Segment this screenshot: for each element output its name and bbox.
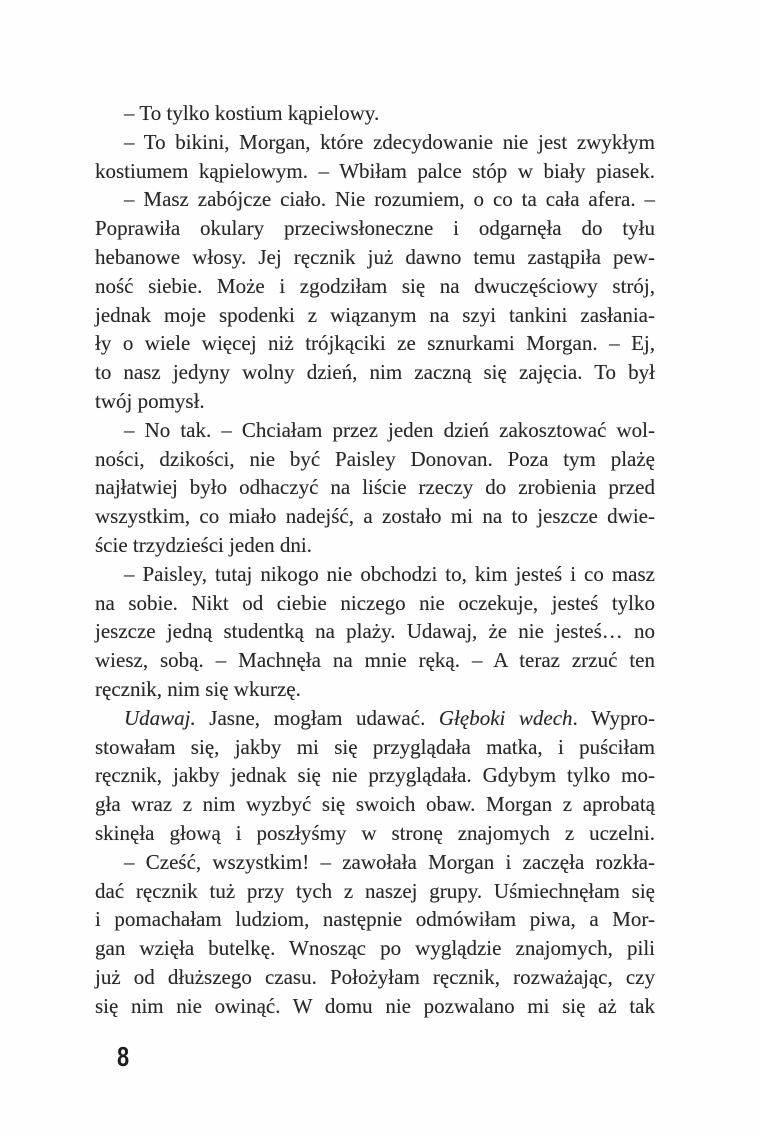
text-run: – To tylko kostium kąpielowy.	[124, 101, 380, 125]
text-run: kostiumem kąpielowym. – Wbiłam palce stóp w biały piasek.	[95, 158, 655, 183]
text-line	[95, 301, 655, 330]
text-run: ności, dzikości, nie być Paisley Donovan. Poza tym plażę	[95, 446, 655, 471]
text-run: – Paisley, tutaj nikogo nie obchodzi to, kim jesteś i co masz	[124, 561, 655, 586]
text-run: jednak moje spodenki z wiązanym na szyi tankini zasłania-	[95, 302, 655, 327]
paragraph	[95, 704, 655, 848]
text-line	[95, 963, 655, 992]
text-line	[95, 473, 655, 502]
text-line	[95, 675, 655, 704]
text-run: to nasz jedyny wolny dzień, nim zaczną się zajęcia. To był	[95, 360, 655, 385]
text-line	[95, 99, 655, 128]
text-line	[95, 877, 655, 906]
italic-text-run: Głęboki wdech	[438, 705, 573, 730]
text-line	[95, 272, 655, 301]
text-run: . Wypro-	[572, 705, 656, 730]
text-run: na sobie. Nikt od ciebie niczego nie oczekuje, jesteś tylko	[95, 590, 655, 615]
text-run: i pomachałam ludziom, następnie odmówiłam piwa, a Mor-	[95, 907, 655, 932]
text-run: twój pomysł.	[95, 388, 205, 413]
text-line	[95, 733, 655, 762]
text-line	[95, 761, 655, 790]
paragraph	[95, 185, 655, 415]
text-run: najłatwiej było odhaczyć na liście rzeczy do zrobienia przed	[95, 475, 655, 500]
paragraph	[95, 848, 655, 1021]
text-run: dać ręcznik tuż przy tych z naszej grupy. Uśmiechnęłam się	[95, 878, 655, 903]
text-line	[95, 502, 655, 531]
text-line	[95, 790, 655, 819]
italic-text-run: Udawaj.	[124, 705, 196, 730]
text-run: wiesz, sobą. – Machnęła na mnie ręką. – A teraz zrzuć ten	[95, 648, 655, 673]
text-run: ręcznik, nim się wkurzę.	[95, 676, 301, 701]
text-line	[95, 416, 655, 445]
text-line	[95, 214, 655, 243]
text-line	[95, 617, 655, 646]
text-line	[95, 157, 655, 186]
paragraph	[95, 416, 655, 560]
text-line	[95, 992, 655, 1021]
paragraph	[95, 560, 655, 704]
text-run: stowałam się, jakby mi się przyglądała matka, i puściłam	[95, 734, 655, 759]
text-run: wszystkim, co miało nadejść, a zostało mi na to jeszcze dwie-	[95, 504, 655, 529]
text-line	[95, 387, 655, 416]
text-line	[95, 934, 655, 963]
text-line	[95, 560, 655, 589]
text-run: ście trzydzieści jeden dni.	[95, 532, 312, 557]
text-block	[95, 99, 655, 1021]
text-run: hebanowe włosy. Jej ręcznik już dawno temu zastąpiła pew-	[95, 244, 655, 269]
text-line	[95, 589, 655, 618]
page-number: 8	[117, 1041, 130, 1072]
text-line	[95, 905, 655, 934]
text-line	[95, 358, 655, 387]
text-run: Poprawiła okulary przeciwsłoneczne i odgarnęła do tyłu	[95, 216, 655, 241]
text-run: jeszcze jedną studentką na plaży. Udawaj, że nie jesteś… no	[95, 619, 655, 644]
text-line	[95, 646, 655, 675]
text-run: – To bikini, Morgan, które zdecydowanie nie jest zwykłym	[124, 129, 655, 154]
text-run: – Cześć, wszystkim! – zawołała Morgan i zaczęła rozkła-	[124, 849, 655, 874]
text-run: ły o wiele więcej niż trójkąciki ze sznurkami Morgan. – Ej,	[95, 331, 655, 356]
text-run: się nim nie owinąć. W domu nie pozwalano mi się aż tak	[95, 993, 655, 1018]
text-run: gan wzięła butelkę. Wnosząc po wyglądzie znajomych, pili	[95, 936, 655, 961]
text-run: skinęła głową i poszłyśmy w stronę znajomych z uczelni.	[95, 820, 655, 845]
text-line	[95, 819, 655, 848]
text-run: gła wraz z nim wyzbyć się swoich obaw. Morgan z aprobatą	[95, 792, 655, 817]
text-line	[95, 445, 655, 474]
text-run: ręcznik, jakby jednak się nie przyglądała. Gdybym tylko mo-	[95, 763, 655, 788]
paragraph	[95, 128, 655, 186]
text-line	[95, 531, 655, 560]
text-line	[95, 128, 655, 157]
text-line	[95, 243, 655, 272]
paragraph	[95, 99, 655, 128]
text-line	[95, 848, 655, 877]
text-line	[95, 329, 655, 358]
text-run: ność siebie. Może i zgodziłam się na dwuczęściowy strój,	[95, 273, 655, 298]
text-run: już od dłuższego czasu. Położyłam ręcznik, rozważając, czy	[95, 964, 655, 989]
text-run: – Masz zabójcze ciało. Nie rozumiem, o co ta cała afera. –	[124, 187, 655, 212]
text-line	[95, 185, 655, 214]
text-run: Jasne, mogłam udawać.	[195, 705, 439, 730]
text-line	[95, 704, 655, 733]
text-run: – No tak. – Chciałam przez jeden dzień zakosztować wol-	[124, 417, 655, 442]
